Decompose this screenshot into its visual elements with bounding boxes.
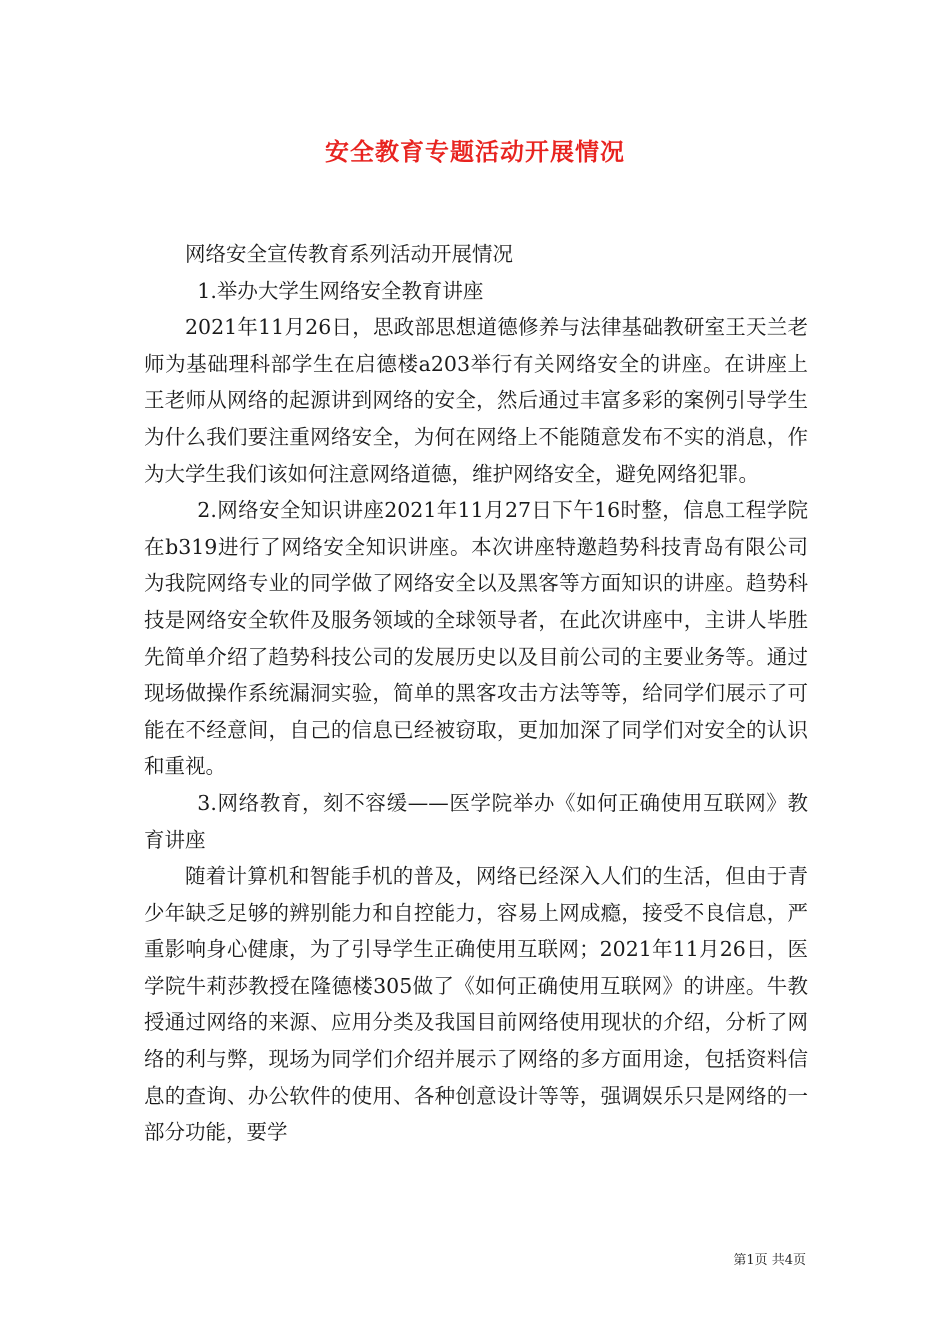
paragraph-2: 2.网络安全知识讲座2021年11月27日下午16时整，信息工程学院在b319进行了网络安全知识讲座。本次讲座特邀趋势科技青岛有限公司为我院网络专业的同学做了网络安全以及黑客等方面知识的讲座。趋势科技是网络安全软件及服务领域的全球领导者，在此次讲座中，主讲人毕胜先简单介绍了趋势科技公司的发展历史以及目前公司的主要业务等。通过现场做操作系统漏洞实验，简单的黑客攻击方法等等，给同学们展示了可能在不经意间，自己的信息已经被窃取，更加加深了同学们对安全的认识和重视。 [144, 498, 808, 779]
document-title: 安全教育专题活动开展情况 [325, 137, 625, 166]
page-number: 第1页 共4页 [733, 1253, 806, 1268]
paragraph-1: 2021年11月26日，思政部思想道德修养与法律基础教研室王天兰老师为基础理科部学生在启德楼a203举行有关网络安全的讲座。在讲座上王老师从网络的起源讲到网络的安全，然后通过丰富多彩的案例引导学生为什么我们要注重网络安全，为何在网络上不能随意发布不实的消息，作为大学生我们该如何注意网络道德，维护网络安全，避免网络犯罪。 [144, 315, 808, 486]
section-heading-1: 1.举办大学生网络安全教育讲座 [197, 278, 484, 303]
section-heading-3: 3.网络教育，刻不容缓——医学院举办《如何正确使用互联网》教育讲座 [144, 790, 808, 852]
paragraph-intro: 网络安全宣传教育系列活动开展情况 [185, 242, 513, 266]
paragraph-3: 随着计算机和智能手机的普及，网络已经深入人们的生活，但由于青少年缺乏足够的辨别能力和自控能力，容易上网成瘾，接受不良信息，严重影响身心健康，为了引导学生正确使用互联网；2021年11月26日，医学院牛莉莎教授在隆德楼305做了《如何正确使用互联网》的讲座。牛教授通过网络的来源、应用分类及我国目前网络使用现状的介绍，分析了网络的利与弊，现场为同学们介绍并展示了网络的多方面用途，包括资料信息的查询、办公软件的使用、各种创意设计等等，强调娱乐只是网络的一部分功能，要学 [144, 864, 808, 1145]
document-body [144, 236, 808, 1151]
